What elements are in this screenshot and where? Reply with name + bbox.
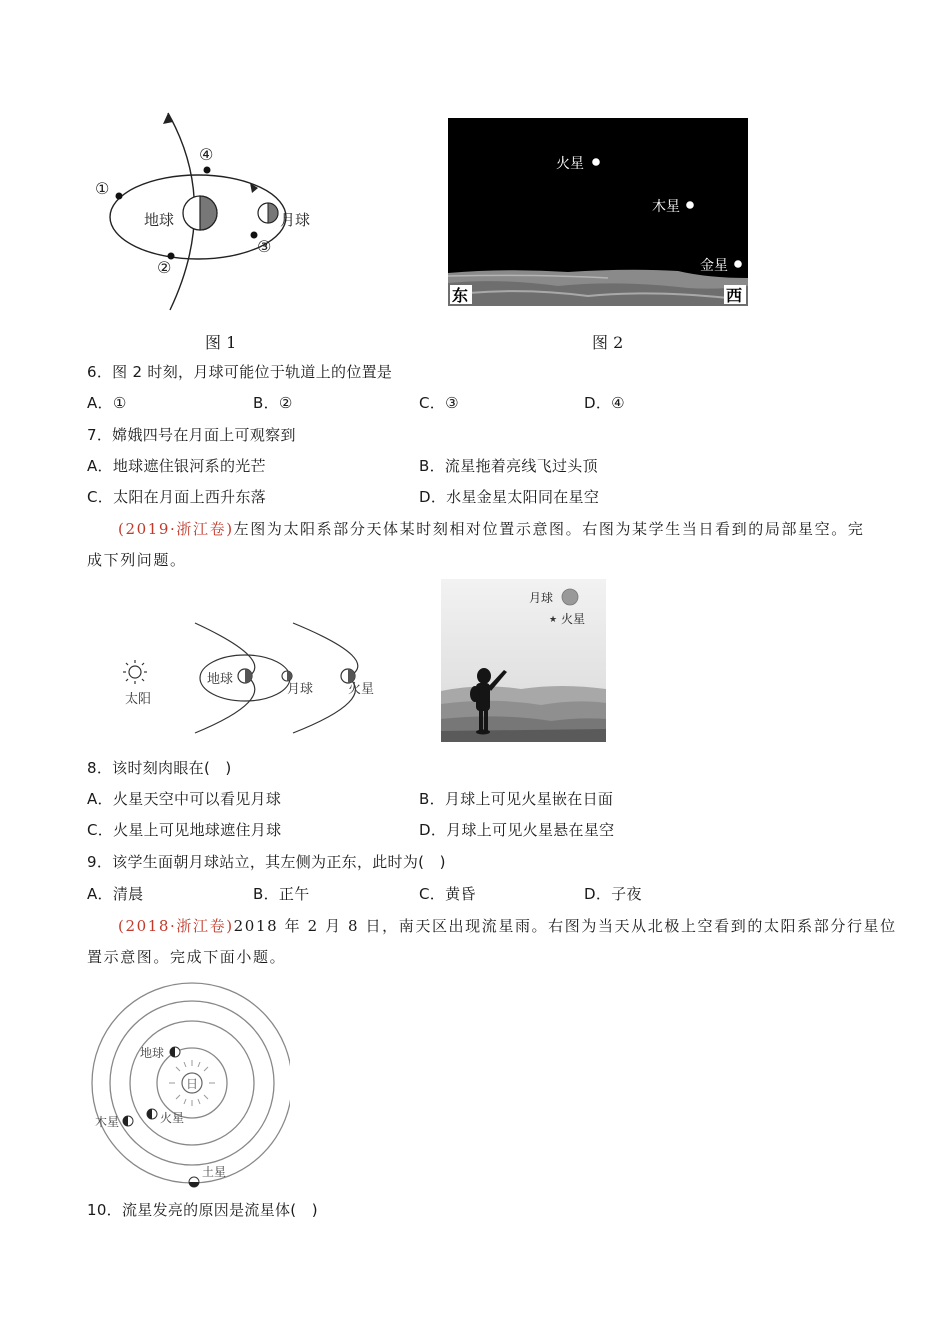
label-moon: 月球 bbox=[287, 682, 314, 697]
question-6-option-a: A．① bbox=[87, 394, 127, 412]
figure-2-sky-photo bbox=[448, 118, 748, 306]
intro-2019-line-2: 成下列问题。 bbox=[87, 551, 187, 569]
question-7-option-a: A．地球遮住银河系的光芒 bbox=[87, 457, 266, 475]
label-earth: 地球 bbox=[144, 211, 175, 229]
question-6-option-c: C．③ bbox=[419, 394, 459, 412]
label-west: 西 bbox=[726, 286, 743, 305]
svg-text:★: ★ bbox=[549, 615, 558, 625]
question-9-stem: 9．该学生面朝月球站立，其左侧为正东，此时为( ) bbox=[87, 853, 446, 871]
label-mars: 火星 bbox=[561, 612, 586, 626]
label-moon: 月球 bbox=[529, 591, 554, 605]
position-2-label: ② bbox=[157, 258, 172, 277]
question-8-option-c: C．火星上可见地球遮住月球 bbox=[87, 821, 282, 839]
label-venus: 金星 bbox=[700, 258, 728, 274]
source-tag-2018: (2018·浙江卷) bbox=[118, 917, 234, 935]
question-8-option-b: B．月球上可见火星嵌在日面 bbox=[419, 790, 614, 808]
label-mars: 火星 bbox=[556, 156, 584, 172]
question-7-stem: 7．嫦娥四号在月面上可观察到 bbox=[87, 426, 296, 444]
question-9-option-c: C．黄昏 bbox=[419, 885, 476, 903]
position-1-label: ① bbox=[95, 179, 110, 198]
label-earth: 地球 bbox=[140, 1046, 165, 1060]
position-3-label: ③ bbox=[257, 237, 272, 256]
figure-1-orbit-diagram bbox=[90, 105, 340, 320]
label-jupiter: 木星 bbox=[95, 1115, 120, 1129]
label-earth: 地球 bbox=[207, 672, 234, 687]
label-mars: 火星 bbox=[160, 1111, 185, 1125]
intro-2019-text: 左图为太阳系部分天体某时刻相对位置示意图。右图为某学生当日看到的局部星空。完 bbox=[233, 520, 865, 538]
figure-2-caption: 图 2 bbox=[592, 333, 624, 352]
label-saturn: 土星 bbox=[202, 1165, 227, 1179]
label-sun: 太阳 bbox=[125, 692, 152, 707]
question-8-option-d: D．月球上可见火星悬在星空 bbox=[419, 821, 615, 839]
question-10-stem: 10．流星发亮的原因是流星体( ) bbox=[87, 1201, 318, 1219]
figure-3-orbit-diagram bbox=[115, 615, 385, 740]
question-7-option-b: B．流星拖着亮线飞过头顶 bbox=[419, 457, 598, 475]
question-9-option-d: D．子夜 bbox=[584, 885, 642, 903]
question-6-option-b: B．② bbox=[253, 394, 293, 412]
figure-4-solar-system-diagram bbox=[90, 978, 290, 1190]
intro-2018-line-2: 置示意图。完成下面小题。 bbox=[87, 948, 287, 966]
question-8-option-a: A．火星天空中可以看见月球 bbox=[87, 790, 282, 808]
question-7-option-d: D．水星金星太阳同在星空 bbox=[419, 488, 600, 506]
intro-2018-text: 2018 年 2 月 8 日，南天区出现流星雨。右图为当天从北极上空看到的太阳系部分行星位 bbox=[233, 917, 897, 935]
figure-3-student-photo bbox=[441, 579, 606, 742]
intro-2019-line-1 bbox=[118, 519, 864, 539]
label-jupiter: 木星 bbox=[652, 199, 680, 215]
figure-1-caption: 图 1 bbox=[205, 333, 237, 352]
intro-2018-line-1 bbox=[118, 916, 897, 936]
label-sun: 日 bbox=[186, 1077, 199, 1091]
question-9-option-b: B．正午 bbox=[253, 885, 310, 903]
question-9-option-a: A．清晨 bbox=[87, 885, 144, 903]
label-east: 东 bbox=[452, 286, 469, 305]
question-8-stem: 8．该时刻肉眼在( ) bbox=[87, 759, 232, 777]
label-mars: 火星 bbox=[348, 682, 375, 697]
question-6-option-d: D．④ bbox=[584, 394, 625, 412]
question-7-option-c: C．太阳在月面上西升东落 bbox=[87, 488, 267, 506]
question-6-stem: 6．图 2 时刻，月球可能位于轨道上的位置是 bbox=[87, 363, 393, 381]
label-moon: 月球 bbox=[280, 211, 311, 229]
position-4-label: ④ bbox=[199, 145, 214, 164]
source-tag-2019: (2019·浙江卷) bbox=[118, 520, 234, 538]
